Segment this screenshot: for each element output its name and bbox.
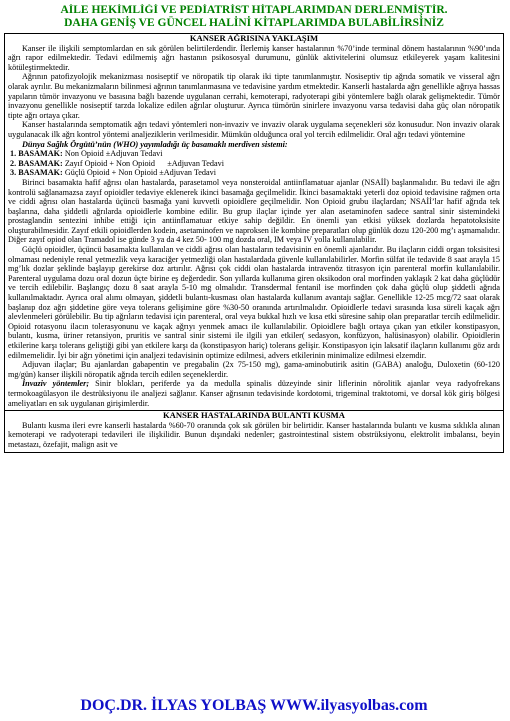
- ladder-step-text: Zayıf Opioid + Non Opioid ±Adjuvan Tedavi: [64, 158, 224, 168]
- nausea-section: [4, 411, 504, 452]
- pain-paragraph-7: [8, 379, 500, 408]
- pain-paragraph-6: Adjuvan ilaçlar; Bu ajanlardan gabapentin ve pregabalin (2x 75-150 mg), gama-aminobutirik asitin (GABA) analoğu, Duloxetin (60-120 mg/gün) kanser ilişkili nöropatik ağrıda tercih edilen seçeneklerdir.: [8, 360, 500, 379]
- pain-section-title: KANSER AĞRISINA YAKLAŞIM: [189, 33, 319, 43]
- header-line-2: DAHA GENİŞ VE GÜNCEL HALİNİ KİTAPLARIMDA BULABİLİRSİNİZ: [64, 17, 444, 29]
- invasive-label: İnvaziv yöntemler;: [22, 379, 90, 389]
- page-footer: DOÇ.DR. İLYAS YOLBAŞ WWW.ilyasyolbas.com: [80, 697, 428, 714]
- ladder-step-2: [8, 159, 500, 169]
- pain-paragraph-3: Kanser hastalarında semptomatik ağrı tedavi yöntemleri non-invaziv ve invaziv olarak uygulama seçenekleri söz konusudur. Non invaziv olarak uygulanacak ilk ağrı kontrol yöntemi analjeziklerin verilmesidir. Mümkün olduğunca oral yol tercih edilmelidir. Oral ağrı tedavi yöntemine: [8, 120, 500, 139]
- invasive-text: Sinir blokları, periferde ya da medulla spinalis düzeyinde sinir liflerinin nörolitik ajanlar veya radyofrekans termokoagülasyon ile destrüksiyonu ile analjezi sağlanır. Kanser ağrısının tedavisinde kordotomi, trigeminal traktotomi, ve dorsal kök giriş bölgesi ameliyatları en sık uygulanan girişimlerdir.: [8, 379, 500, 408]
- nausea-section-title: KANSER HASTALARINDA BULANTI KUSMA: [162, 410, 345, 421]
- pain-paragraph-1: Kanser ile ilişkili semptomlardan en sık görülen belirtilerdendir. İlerlemiş kanser hastalarının %70’inde terminal dönem hastalarının %90’ında ağrı rapor edilmektedir. Tedavi edilmemiş ağrı hastanın psikososyal durumunu, günlük aktivitelerini olumsuz etkileyerek yaşam kalitesini kötüleştirmektedir.: [8, 43, 500, 72]
- pain-section: [4, 33, 504, 411]
- who-ladder-title: Dünya Sağlık Örgütü’nün (WHO) yayımladığı üç basamaklı merdiven sistemi:: [22, 139, 288, 149]
- ladder-step-label: 3. BASAMAK:: [10, 168, 63, 178]
- nausea-paragraph-1: Bulantı kusma ileri evre kanserli hastalarda %60-70 oranında çok sık görülen bir belirtidir. Kanser hastalarında bulantı ve kusma sıklıkla alınan kemoterapi ve radyoterapi tedavileri ile ilişkilidir. Bunun dışındaki nedenler; gastrointestinal sistem obstrüksiyonu, elektrolit imbalansı, beyin metastazı, özefajit, malign asit ve: [8, 420, 500, 449]
- header-line-1: AİLE HEKİMLİĞİ VE PEDİATRİST HİTAPLARIMDAN DERLENMİŞTİR.: [60, 4, 448, 16]
- ladder-step-text: Non Opioid ±Adjuvan Tedavi: [64, 149, 163, 159]
- ladder-step-3: [8, 168, 500, 178]
- pain-paragraph-2: Ağrının patofizyolojik mekanizması nosiseptif ve nöropatik tip olarak iki tipte tanımlanmıştır. Nosiseptiv tip ağrıda somatik ve visseral ağrı olarak ayrılır. Bu mekanizmaların bilinmesi ağrının tanımlanmasına ve tedavisine yardım etmektedir. Kanserli hastalarda ağrı genellikle ağrıya hassas yapıların tümör invazyonu ve basısına bağlı bazende uygulanan cerrahi, kemoterapi, radyoterapi gibi yöntemlere bağlı olarak gelişmektedir. Tümör invazyonu genellikle nosiseptif tarzda lokalize edilen ağrılar oluşturur. Ayrıca tümörün sinirlere invazyonu varsa tedavisi daha güç olan nöropatik tipte ağrı ortaya çıkar.: [8, 72, 500, 120]
- document-page: [4, 4, 504, 717]
- page-header: [4, 4, 504, 30]
- ladder-step-label: 1. BASAMAK:: [10, 149, 63, 159]
- ladder-step-label: 2. BASAMAK:: [10, 158, 63, 168]
- pain-paragraph-4: Birinci basamakta hafif ağrısı olan hastalarda, parasetamol veya nonsteroidal antiinflamatuar ajanlar (NSAİİ) başlanmalıdır. Bu tedavi ile ağrı kontrolü sağlanamazsa zayıf opioidler tedaviye eklenerek ikinci basamağa geçilmelidir. İkinci basamaktaki yeterli doz opioid tedavisine rağmen orta ve ciddi ağrısı olan hastalarda üçüncü basmağa yani kuvvetli opioidlere geçilmelidir. Non Opioid grubu ilaçlardan; NSAİİ’lar hafif ağrıda tek başlarına, daha şiddetli ağrılarda opioidlerle kombine edilir. Bu grup ilaçlar içinde yer alan asetaminofen sadece santral sinir sistemindeki prostaglandin sentezini inhibe ettiği için antiinflamatuar etkiye sahip değildir. En önemli yan etkisi yüksek dozlarda hepatotoksisite oluşturabilmesidir. Zayıf etkili opioidlerden kodein, asetaminofen ve naproksen ile kombine preparatları olup günlük dozu 120-200 mg’ı aşmamalıdır. Diğer zayıf opiod olan Tramadol ise günde 3 ya da 4 kez 50- 100 mg dozda oral, IM veya IV yolla kullanılabilir.: [8, 177, 500, 245]
- pain-paragraph-5: Güçlü opioidler, üçüncü basamakta kullanılan ve ciddi ağrısı olan hastaların tedavisinin en önemli ajanlarıdır. Bu ilaçların ciddi organ toksisitesi olmaması nedeniyle renal yetmezlik veya karaciğer yetmezliği olan hastalardada güvenle kullanılabilirler. Morfin sülfat ile tedavide 8 saat arayla 15 mg’lık dozlar şeklinde başlayıp gerekirse doz artırılır. Ağrısı çok ciddi olan hastalarda intravenöz titrasyon için parenteral morfin kullanılabilir. Parenteral uygulama dozu oral dozun üçte birine eş değerdedir. Son yıllarda kullanıma giren oksikodon oral morfinden yaklaşık 2 kat daha güçlüdür ve tercih edilebilir. Başlangıç dozu 8 saat arayla 5-10 mg olmalıdır. Transdermal fentanil ise morfinden çok daha güçlü olup şiddetli ağrıda kullanılmaktadır. Ayrıca oral alımı olmayan, şiddetli bulantı-kusması olan hastalarda kullanım avantajı sağlar. Genellikle 12-25 mcg/72 saat olarak başlanıp doz ağrı şiddetine göre veya tolerans gelişimine göre %30-50 oranında artırılmalıdır. Opioidlerle tedavi sırasında kısa süreli kaçak ağrı alevlenmeleri görülebilir. Bu tip ağrıların tedavisi için parenteral, oral veya bukkal hızlı ve kısa etki süresine sahip olan preparatlar tercih edilmelidir. Opioid rotasyonu ilacın tolerasyonunu ve kaçak ağrıyı yenmek amacı ile kullanılabilir. Opioidlere bağlı ortaya çıkan yan etkiler konstipasyon, bulantı, kusma, üriner retansiyon, pruritis ve santral sinir sistemi ile ilgili yan etkiler( sedasyon, konfüzyon, halüsinasyon) olabilir. Opioidlerin etkilerine karşı tolerans geliştiği gibi yan etkilere karşı da (konstipasyon hariç) tolerans gelişir. Konstipasyon için laksatif ilaçların kullanımı göz ardı edilmemelidir. İyi bir ağrı yönetimi için analjezi tedavisinin optimize edilmesi, advers etkilerinin minimalize edilmesi elzemdir.: [8, 245, 500, 360]
- ladder-step-text: Güçlü Opioid + Non Opioid ±Adjuvan Tedavi: [64, 168, 217, 178]
- ladder-step-1: [8, 149, 500, 159]
